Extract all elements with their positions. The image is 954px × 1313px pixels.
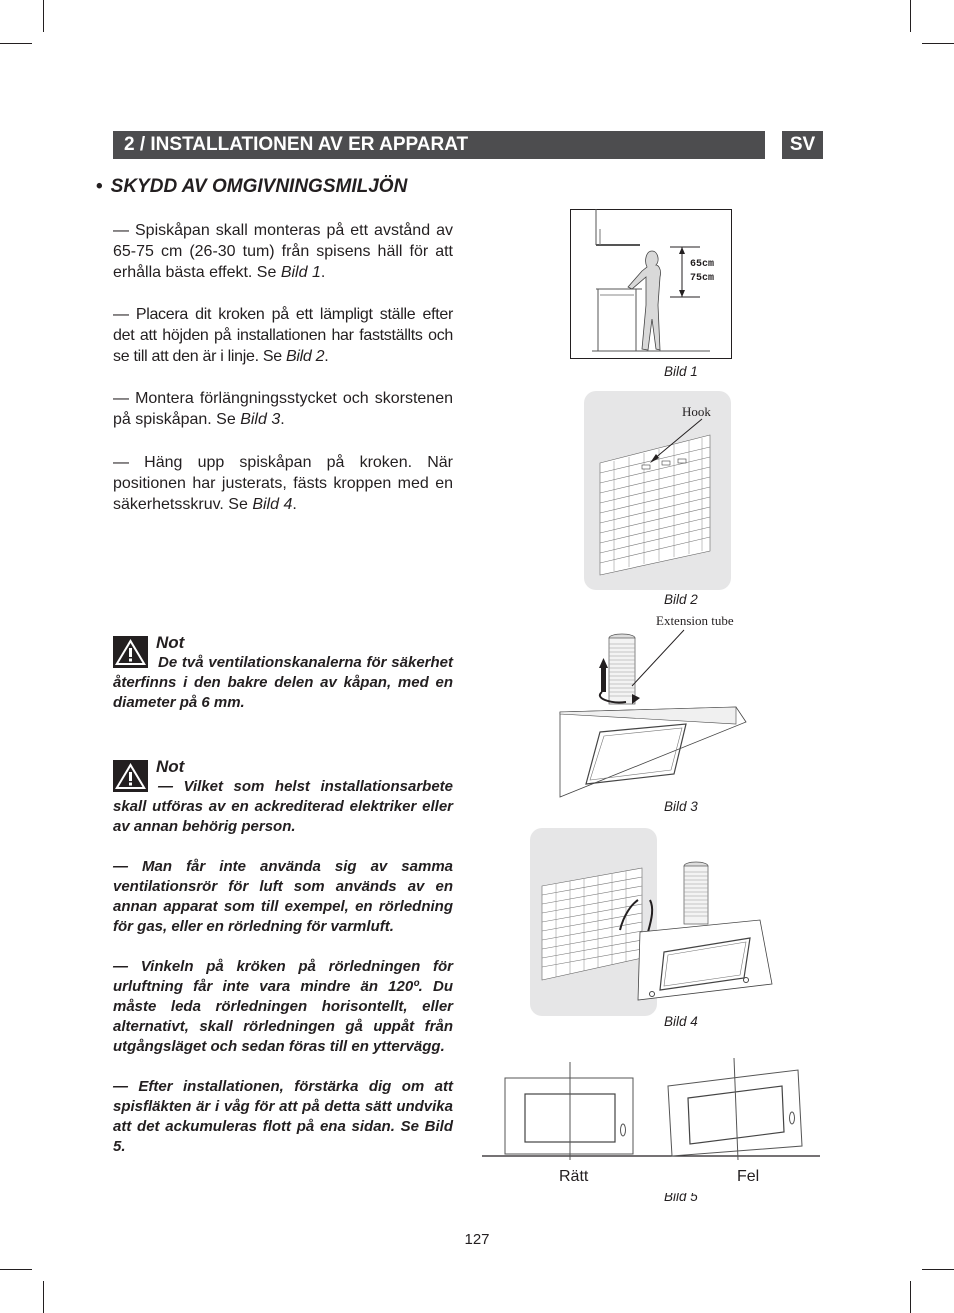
bild-1-label-top: 65cm bbox=[690, 259, 715, 270]
crop-mark bbox=[922, 43, 954, 44]
crop-mark bbox=[922, 1269, 954, 1270]
bild-5-label-wrong: Fel bbox=[737, 1168, 760, 1185]
page-number: 127 bbox=[464, 1231, 490, 1248]
caption-bild-1: Bild 1 bbox=[664, 364, 698, 379]
figure-bild-2 bbox=[584, 391, 731, 590]
caption-bild-2: Bild 2 bbox=[664, 592, 698, 607]
crop-mark bbox=[0, 43, 32, 44]
crop-mark bbox=[910, 1281, 911, 1313]
figure-bild-1 bbox=[570, 209, 732, 359]
bild-3-label: Extension tube bbox=[656, 613, 734, 628]
figure-bild-3 bbox=[556, 612, 756, 798]
caption-bild-5: Bild 5 bbox=[664, 1193, 698, 1204]
caption-bild-4: Bild 4 bbox=[664, 1014, 698, 1029]
note-2-item-4: — Efter installationen, förstärka dig om att spisfläkten är i våg för att på detta sätt undvika att det ackumuleras flott på ena sidan. Se Bild 5. bbox=[113, 1078, 453, 1155]
note-1 bbox=[113, 633, 453, 713]
bild-1-label-bottom: 75cm bbox=[690, 273, 715, 284]
note-2-item-2: — Man får inte använda sig av samma ventilationsrör för luft som används av en annan apparat som till exempel, en rörledning för gas, eller en rörledning för varmluft. bbox=[113, 858, 453, 935]
section-title bbox=[96, 176, 407, 198]
section-title-text: SKYDD AV OMGIVNINGSMILJÖN bbox=[110, 176, 408, 197]
language-badge: SV bbox=[782, 131, 823, 159]
bullet: • bbox=[96, 176, 103, 197]
note-2-item-3: — Vinkeln på kröken på rörledningen för urluftning får inte vara mindre än 120º. Du måste leda rörledningen horisontellt, eller alternativt, skall rörledningen gå uppåt från utgångsläget och sedan föras till en yttervägg. bbox=[113, 958, 453, 1055]
bild-5-label-correct: Rätt bbox=[559, 1168, 589, 1185]
note-2-title: Not bbox=[156, 757, 185, 776]
bild-2-label: Hook bbox=[682, 404, 711, 419]
paragraph-4: — Häng upp spiskåpan på kroken. När positionen har justerats, fästs kroppen med en säkerhetsskruv. Se Bild 4. bbox=[113, 454, 453, 513]
chapter-header: 2 / INSTALLATIONEN AV ER APPARAT bbox=[113, 131, 765, 159]
figure-bild-5 bbox=[482, 1056, 822, 1160]
paragraph-3: — Montera förlängningsstycket och skorstenen på spiskåpan. Se Bild 3. bbox=[113, 390, 453, 428]
crop-mark bbox=[910, 0, 911, 32]
caption-bild-3: Bild 3 bbox=[664, 799, 698, 814]
note-2-item-1: — Vilket som helst installationsarbete skall utföras av en ackrediterad elektriker eller av annan behörig person. bbox=[113, 778, 453, 835]
crop-mark bbox=[43, 1281, 44, 1313]
paragraph-1: — Spiskåpan skall monteras på ett avstånd av 65-75 cm (26-30 tum) från spisens häll för att erhålla bästa effekt. Se Bild 1. bbox=[113, 222, 453, 281]
note-1-text: De två ventilationskanalerna för säkerhet återfinns i den bakre delen av kåpan, med en diameter på 6 mm. bbox=[113, 654, 453, 711]
note-2 bbox=[113, 757, 453, 1157]
figure-bild-4 bbox=[530, 828, 774, 1016]
note-1-title: Not bbox=[156, 633, 185, 652]
crop-mark bbox=[43, 0, 44, 32]
crop-mark bbox=[0, 1269, 32, 1270]
paragraph-2: — Placera dit kroken på ett lämpligt ställe efter det att höjden på installationen har fastställts och se till att den är i linje. Se Bild 2. bbox=[113, 306, 453, 365]
